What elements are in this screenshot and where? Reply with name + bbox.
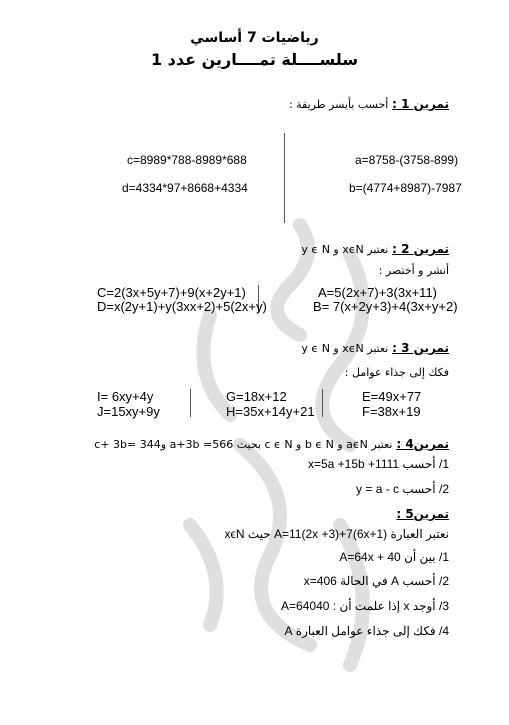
column-divider xyxy=(190,389,191,417)
exercise-3-title: تمرين 3 : xyxy=(392,341,449,355)
expr-B: B= 7(x+2y+3)+4(3x+y+2) xyxy=(313,299,458,314)
exercise-4-title: تمرين4 : xyxy=(396,437,449,451)
expr-D: D=x(2y+1)+y(3xx+2)+5(2x+y) xyxy=(97,299,267,314)
exercise-4-q2: 2/ أحسب y = a - c xyxy=(356,482,449,496)
exercise-5-q4: 4/ فكك إلى جذاء عوامل العبارة A xyxy=(284,624,449,638)
expr-E: E=49x+77 xyxy=(362,389,422,404)
exercise-4-condition: نعتبر aϵN و b ϵ N و c ϵ N بحيث 566= a+3b و344 =c+ 3b xyxy=(94,438,393,451)
exercise-3-header xyxy=(301,341,449,355)
expr-d: d=4334*97+8668+4334 xyxy=(122,181,248,195)
expr-H: H=35x+14y+21 xyxy=(226,404,315,419)
exercise-2-instruction: أنشر و أختصر : xyxy=(378,264,449,277)
exercise-5-q3: 3/ أوجد x إذا علمت أن : A=64040 xyxy=(281,599,449,613)
expr-c: c=8989*788-8989*688 xyxy=(127,153,247,167)
exercise-1-instruction: أحسب بأيسر طريقة : xyxy=(288,98,389,111)
exercise-5-header xyxy=(396,507,449,521)
exercise-4-header xyxy=(94,437,449,451)
exercise-4-q1: 1/ أحسب x=5a +15b +1111 xyxy=(307,457,449,471)
expr-A: A=5(2x+7)+3(3x+11) xyxy=(318,285,437,300)
exercise-3-instruction: فكك إلى جذاء عوامل : xyxy=(344,366,449,379)
expr-b: b=(4774+8987)-7987 xyxy=(349,181,462,195)
exercise-5-title: تمرين5 : xyxy=(396,507,449,521)
expr-J: J=15xy+9y xyxy=(97,404,160,419)
expr-G: G=18x+12 xyxy=(226,389,287,404)
exercise-3-consider: نعتبر xϵN و y ϵ N xyxy=(301,342,389,355)
expr-C: C=2(3x+5y+7)+9(x+2y+1) xyxy=(97,285,246,300)
expr-F: F=38x+19 xyxy=(362,404,421,419)
series-title: سلســــلة تمــــارين عدد 1 xyxy=(150,50,359,69)
exercise-5-expression: نعتبر العبارة A=11(2x +3)+7(6x+1) حيث xϵN xyxy=(224,527,449,541)
exercise-5-q1: 1/ بين أن A=64x + 40 xyxy=(339,550,449,564)
exercise-2-consider: نعتبر xϵN و y ϵ N xyxy=(301,243,389,256)
exercise-2-title: تمرين 2 : xyxy=(392,242,449,256)
subject-title: رياضيات 7 أساسي xyxy=(190,30,319,46)
expr-I: I= 6xy+4y xyxy=(97,389,154,404)
column-divider xyxy=(284,133,285,223)
exercise-2-header xyxy=(301,242,449,256)
expr-a: a=8758-(3758-899) xyxy=(355,153,459,167)
exercise-5-q2: 2/ أحسب A في الحالة x=406 xyxy=(303,574,449,588)
column-divider xyxy=(322,389,323,417)
exercise-1-title: تمرين 1 : xyxy=(392,97,449,111)
exercise-1-header xyxy=(289,97,449,111)
